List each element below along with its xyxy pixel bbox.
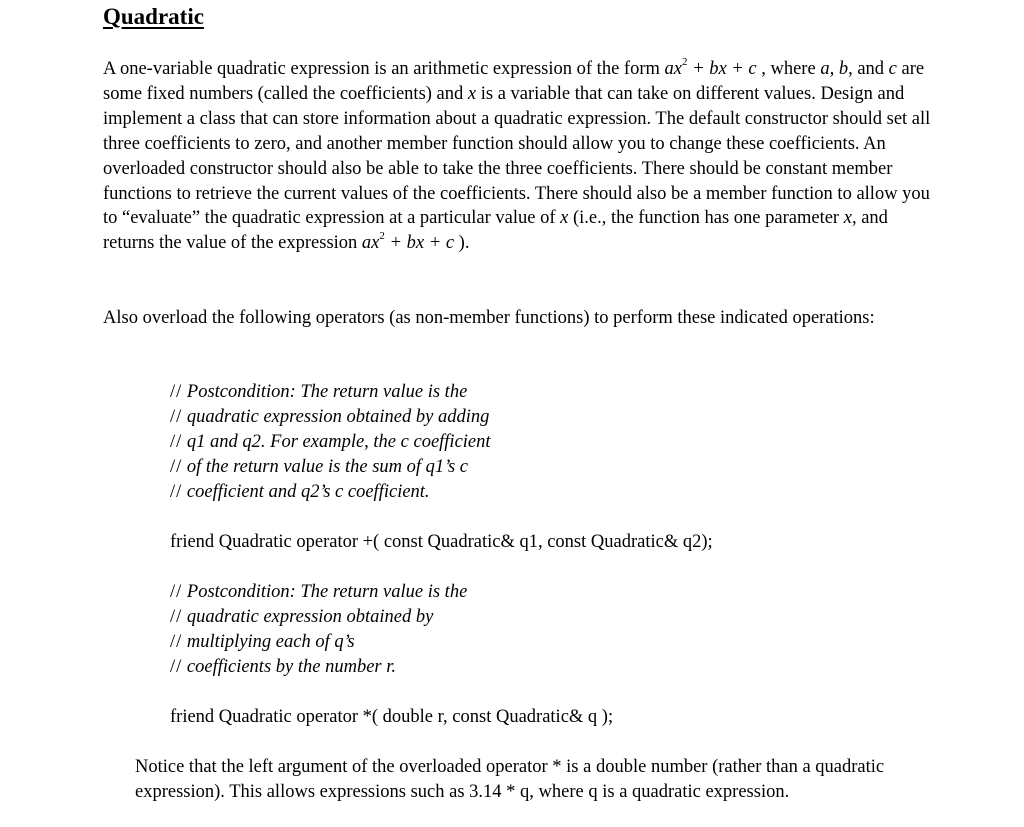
text-span: , and returns the value of the expression — [103, 208, 888, 254]
math-var-ab: a, b, — [820, 59, 853, 79]
comment-block-addition — [170, 380, 491, 505]
comment-line: // multiplying each of q’s — [170, 631, 355, 652]
operator-multiply-declaration: friend Quadratic operator *( double r, const Quadratic& q ); — [170, 707, 614, 727]
math-form-ax: ax — [664, 59, 682, 79]
math-form-rest: + bx + c — [687, 59, 757, 79]
text-span: A one-variable quadratic expression is an arithmetic expression of the form — [103, 59, 665, 79]
text-span: , where — [756, 59, 821, 79]
text-span: is a variable that can take on different values. Design and implement a class that can store information about a quadratic expression. The default constructor should set all three coefficients to zero, and another member function should allow you to change these coefficients. An overloaded constructor should also be able to take the three coefficients. There should be constant member functions to retrieve the current values of the coefficients. There should also be a member function to allow you to “evaluate” the quadratic expression at a particular value of — [103, 83, 931, 229]
comment-line: // Postcondition: The return value is the — [170, 382, 468, 402]
text-span: ). — [454, 233, 470, 254]
math-expr-rest: + bx + c — [384, 233, 455, 254]
comment-line: // Postcondition: The return value is the — [170, 582, 468, 602]
math-expr-ax: ax — [361, 233, 380, 254]
math-var-c: c — [888, 59, 897, 79]
comment-line: // coefficients by the number r. — [170, 656, 397, 677]
text-span: (i.e., the function has one parameter — [568, 208, 844, 229]
comment-block-multiplication — [170, 580, 467, 680]
operator-plus-declaration: friend Quadratic operator +( const Quadratic& q1, const Quadratic& q2); — [170, 532, 713, 552]
text-span: and — [852, 59, 889, 79]
math-exponent: 2 — [379, 230, 385, 243]
math-exponent: 2 — [681, 55, 688, 68]
operators-intro-paragraph: Also overload the following operators (as non-member functions) to perform these indicated operations: — [103, 308, 875, 328]
description-paragraph — [103, 57, 943, 256]
notice-paragraph: Notice that the left argument of the overloaded operator * is a double number (rather than a quadratic expression). This allows expressions such as 3.14 * q, where q is a quadratic expression. — [135, 757, 885, 802]
comment-line: // of the return value is the sum of q1’s c — [170, 456, 468, 477]
text-span: are some fixed numbers (called the coefficients) and — [103, 59, 925, 104]
math-var-x: x — [560, 208, 569, 229]
comment-line: // q1 and q2. For example, the c coefficient — [170, 431, 491, 452]
comment-line: // quadratic expression obtained by — [170, 606, 434, 627]
math-var-x: x — [467, 83, 477, 104]
comment-line: // coefficient and q2’s c coefficient. — [170, 481, 430, 502]
comment-line: // quadratic expression obtained by adding — [170, 406, 490, 427]
page-title: Quadratic — [103, 4, 204, 29]
math-var-x: x — [843, 208, 852, 229]
